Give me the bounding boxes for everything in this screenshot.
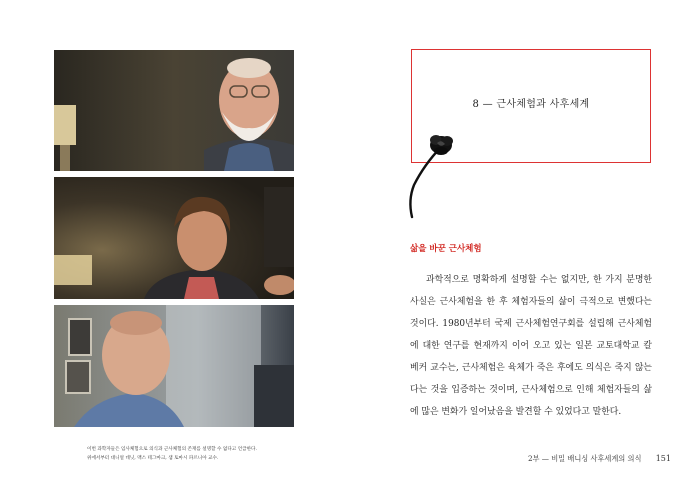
photo-bearded-man	[54, 50, 294, 171]
photo-brown-haired-man	[54, 177, 294, 299]
black-flower-icon	[402, 125, 462, 220]
page-number: 151	[655, 454, 671, 463]
caption-line-1: 이번 과학자들은 임사체험으로 의식과 근사체험의 존재를 설명할 수 없다고 언급한다.	[87, 447, 257, 452]
photo-caption	[87, 446, 297, 463]
section-heading: 삶을 바꾼 근사체험	[410, 244, 482, 254]
page-footer	[528, 454, 671, 464]
caption-line-2: 위에서부터 대니얼 데닛, 맥스 테그마크, 샘 토마시 파르니아 교수.	[87, 455, 219, 461]
chapter-title: 8 — 근사체험과 사후세계	[472, 99, 590, 110]
running-head: 2부 — 비밀 배니싱 사후세계의 의식	[527, 454, 642, 463]
photo-bald-man	[54, 305, 294, 427]
body-text	[410, 269, 652, 423]
body-paragraph: 과학적으로 명확하게 설명할 수는 없지만, 한 가지 분명한 사실은 근사체험을 한 후 체험자들의 삶이 극적으로 변했다는 것이다. 1980년부터 국제 근사체험연구회를 설립해 근사체험에 대한 연구를 현재까지 이어 오고 있는 일본 교토대학교 칼 베커 교수는, 근사체험은 육체가 죽은 후에도 의식은 죽지 않는다는 것을 입증하는 것이며, 근사체험으로 인해 체험자들의 삶에 많은 변화가 일어났음을 발견할 수 있었다고 말한다.	[410, 275, 652, 417]
